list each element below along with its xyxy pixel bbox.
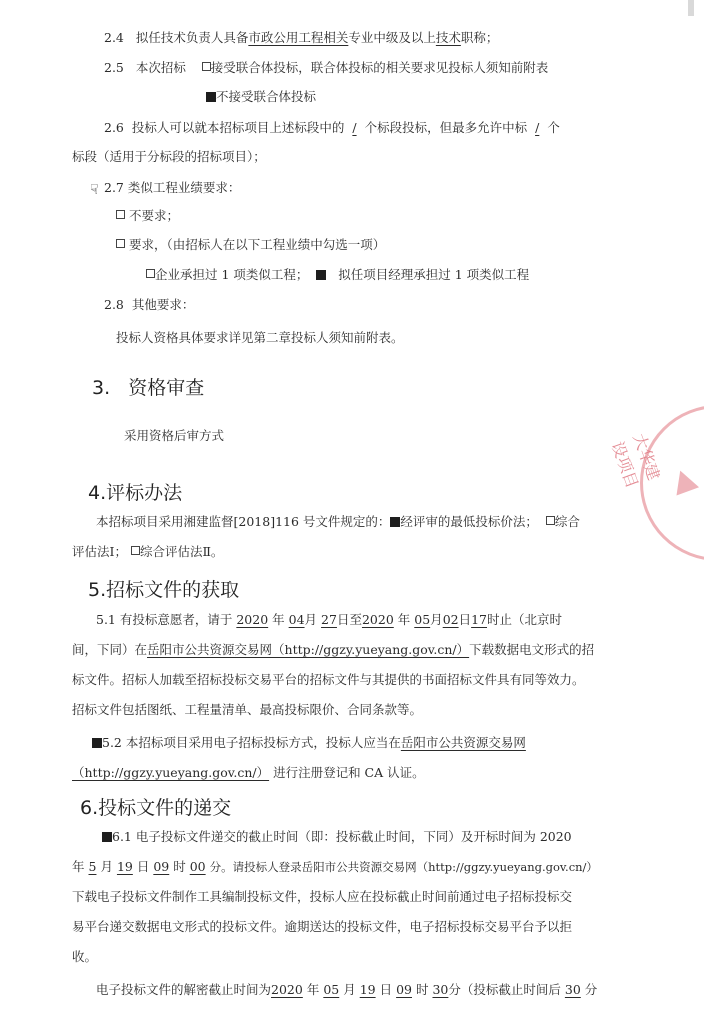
section-5-1-line3: 标文件。招标人加载至招标投标交易平台的招标文件与其提供的书面招标文件具有同等效力。 [72, 672, 585, 687]
section-5-2-line1: 5.2 本招标项目采用电子招标投标方式，投标人应当在岳阳市公共资源交易网 [92, 733, 526, 753]
section-6-heading: 6.投标文件的递交 [80, 797, 232, 819]
section-4-line2: 评估法Ⅰ； 综合评估法Ⅱ。 [72, 544, 224, 559]
checkbox-checked-icon [390, 517, 400, 527]
checkbox-checked-icon [206, 92, 216, 102]
hand-cursor-icon: ☟ [90, 182, 99, 198]
underlined-field: 市政公用工程相关 [248, 30, 349, 45]
section-5-1-line4: 招标文件包括图纸、工程量清单、最高投标限价、合同条款等。 [72, 702, 423, 717]
underlined-field: 技术 [435, 30, 461, 45]
checkbox-checked-icon [102, 832, 112, 842]
checkbox-unchecked-icon [116, 210, 125, 219]
section-6-1-line5: 收。 [72, 949, 98, 964]
section-5-heading: 5.招标文件的获取 [88, 579, 240, 601]
section-6-1-line1: 6.1 电子投标文件递交的截止时间（即：投标截止时间，下同）及开标时间为 2020 [102, 827, 572, 847]
clause-2-5: 2.5 本次招标 接受联合体投标，联合体投标的相关要求见投标人须知前附表 [104, 60, 549, 75]
page-edge-mark [688, 0, 694, 16]
checkbox-checked-icon [316, 270, 326, 280]
section-3-body: 采用资格后审方式 [124, 428, 225, 443]
seal-text: 大华建设项目 [607, 431, 664, 491]
clause-2-7-opt2: 要求，（由招标人在以下工程业绩中勾选一项） [116, 235, 385, 255]
blank-field: / [535, 120, 540, 135]
clause-2-7-sub: 企业承担过 1 项类似工程； 拟任项目经理承担过 1 项类似工程 [146, 265, 529, 285]
section-6-1-line3: 下载电子投标文件制作工具编制投标文件，投标人应在投标截止时间前通过电子招标投标交 [72, 889, 573, 904]
checkbox-unchecked-icon [146, 269, 155, 278]
section-6-1-line4: 易平台递交数据电文形式的投标文件。逾期送达的投标文件，电子招标投标交易平台予以拒 [72, 919, 573, 934]
website-link[interactable]: 岳阳市公共资源交易网 [400, 735, 526, 750]
section-4-heading: 4.评标办法 [88, 482, 183, 504]
checkbox-checked-icon [92, 738, 102, 748]
section-6-1-line2: 年 5 月 19 日 09 时 00 分。请投标人登录岳阳市公共资源交易网（http://ggzy.yueyang.gov.cn/） [72, 859, 598, 874]
section-5-1-line2: 间，下同）在岳阳市公共资源交易网（http://ggzy.yueyang.gov.cn/）下载数据电文形式的招 [72, 642, 595, 657]
clause-2-6-line2: 标段（适用于分标段的招标项目）； [72, 149, 266, 164]
website-url-link[interactable]: （http://ggzy.yueyang.gov.cn/） [72, 765, 270, 780]
section-5-1-line1: 5.1 有投标意愿者，请于 2020 年 04月 27日至2020 年 05月02日17时止（北京时 [96, 612, 563, 627]
checkbox-unchecked-icon [131, 546, 140, 555]
website-link[interactable]: 岳阳市公共资源交易网（http://ggzy.yueyang.gov.cn/） [147, 642, 470, 657]
clause-2-6: 2.6 投标人可以就本招标项目上述标段中的 / 个标段投标，但最多允许中标 / 个 [104, 120, 560, 135]
checkbox-unchecked-icon [546, 516, 555, 525]
clause-2-7-opt1: 不要求； [116, 206, 179, 226]
clause-2-8-body: 投标人资格具体要求详见第二章投标人须知前附表。 [116, 330, 404, 345]
section-3-heading: 3. 资格审查 [92, 377, 205, 399]
clause-2-4: 2.4 拟任技术负责人具备市政公用工程相关专业中级及以上技术职称； [104, 30, 499, 45]
clause-2-8: 2.8 其他要求： [104, 297, 195, 312]
section-4-line1: 本招标项目采用湘建监督[2018]116 号文件规定的： 经评审的最低投标价法； 综合 [96, 514, 580, 529]
checkbox-unchecked-icon [116, 239, 125, 248]
blank-field: / [352, 120, 357, 135]
checkbox-unchecked-icon [202, 62, 211, 71]
clause-2-5-option2: 不接受联合体投标 [206, 87, 316, 107]
clause-2-7: 2.7 类似工程业绩要求： [104, 180, 241, 195]
clause-number: 2.4 [104, 30, 124, 45]
section-6-2-line1: 电子投标文件的解密截止时间为2020 年 05 月 19 日 09 时 30分（投标截止时间后 30 分 [96, 982, 598, 997]
section-5-2-line2: （http://ggzy.yueyang.gov.cn/） 进行注册登记和 CA 认证。 [72, 765, 425, 780]
